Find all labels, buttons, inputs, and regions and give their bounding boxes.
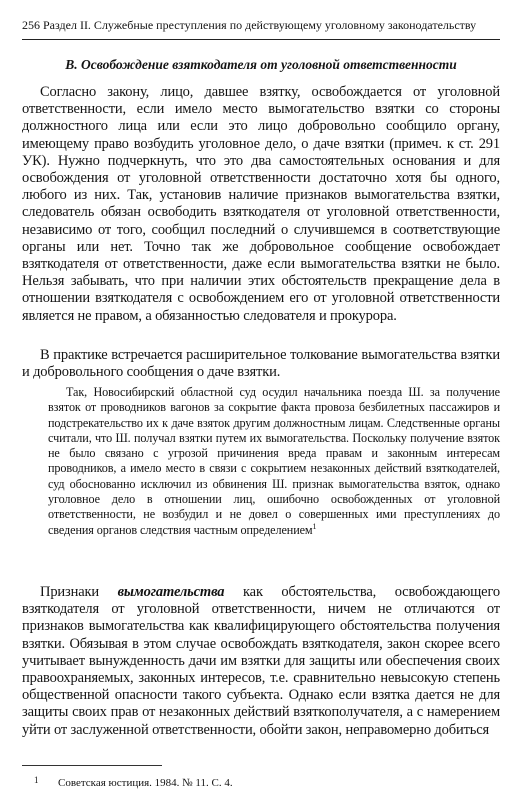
footnote-number: 1 [34,775,39,785]
footnote-reference[interactable]: 1 [312,521,317,531]
paragraph-3-start: Признаки [40,584,118,600]
paragraph-1: Согласно закону, лицо, давшее взятку, освобождается от уголовной ответственности, если имело место вымогательство взятки со стороны должностного лица или если это лицо добровольно сообщило органу, имеющему право возбудить уголовное дело, о даче взятки (примеч. к ст. 291 УК). Нужно подчеркнуть, что это два самостоятельных основания и для освобождения от уголовной ответственности достаточно хотя бы одного, любого из них. Так, установив наличие признаков вымогательства взятки, следователь обязан освободить взяткодателя от уголовной ответственности, независимо от того, сообщил последний о случившемся в соответствующие органы или нет. Точно так же добровольное сообщение освобождает взяткодателя от ответственности, даже если вымогательства взятки не было. Нельзя забывать, что при наличии этих обстоятельств прекращение дела в отношении взяткодателя с освобождением его от уголовной ответственности является не правом, а обязанностью следователя и прокурора. [22,84,500,324]
running-head: 256 Раздел II. Служебные преступления по действующему уголовному законодательству [22,18,477,32]
footnote-rule [22,765,162,766]
emphasized-term: вымогательства [117,584,225,600]
footnote [22,774,500,790]
paragraph-3-rest: как обстоятельства, освобождающего взяткодателя от уголовной ответственности, ничем не отличаются от признаков вымогательства как квалифицирующего обстоятельства получения взятки. Обязывая в этом случае освобождать взяткодателя, закон скорее всего учитывает вынужденность дачи им взятки для защиты или обеспечения своих правоохраняемых, законных интересов, т.е. сравнительно невысокую степень общественной опасности такого субъекта. Однако если взятка дается не для защиты своих прав от незаконных действий взяткополучателя, а с намерением уйти от заслуженной ответственности, обойти закон, неправомерно добиться [22,584,501,738]
paragraph-2: В практике встречается расширительное толкование вымогательства взятки и добровольного сообщения о даче взятки. [22,347,500,381]
footnote-text: Советская юстиция. 1984. № 11. С. 4. [58,777,233,789]
case-example [48,385,500,538]
paragraph-3 [22,584,500,739]
header-rule [22,39,500,40]
case-example-text: Так, Новосибирский областной суд осудил начальника поезда Ш. за получение взяток от проводников вагонов за сокрытие факта провоза безбилетных пассажиров и подстрекательство их к даче взяток другим должностным лицам. Следственные органы считали, что Ш. получал взятки путем их вымогательства. Поскольку получение взяток не было связано с угрозой причинения вреда правам и законным интересам проводников, а имело место в связи с сокрытием незаконных действий взяткодателей, суд обоснованно исключил из обвинения Ш. признак вымогательства взяток, однако уголовное дело в отношении лиц, ошибочно освобожденных от уголовной ответственности, не возбудил и не довел о совершенных ими преступлениях до сведения органов следствия частным определением [48,385,500,537]
section-title: В. Освобождение взяткодателя от уголовной ответственности [65,57,457,72]
